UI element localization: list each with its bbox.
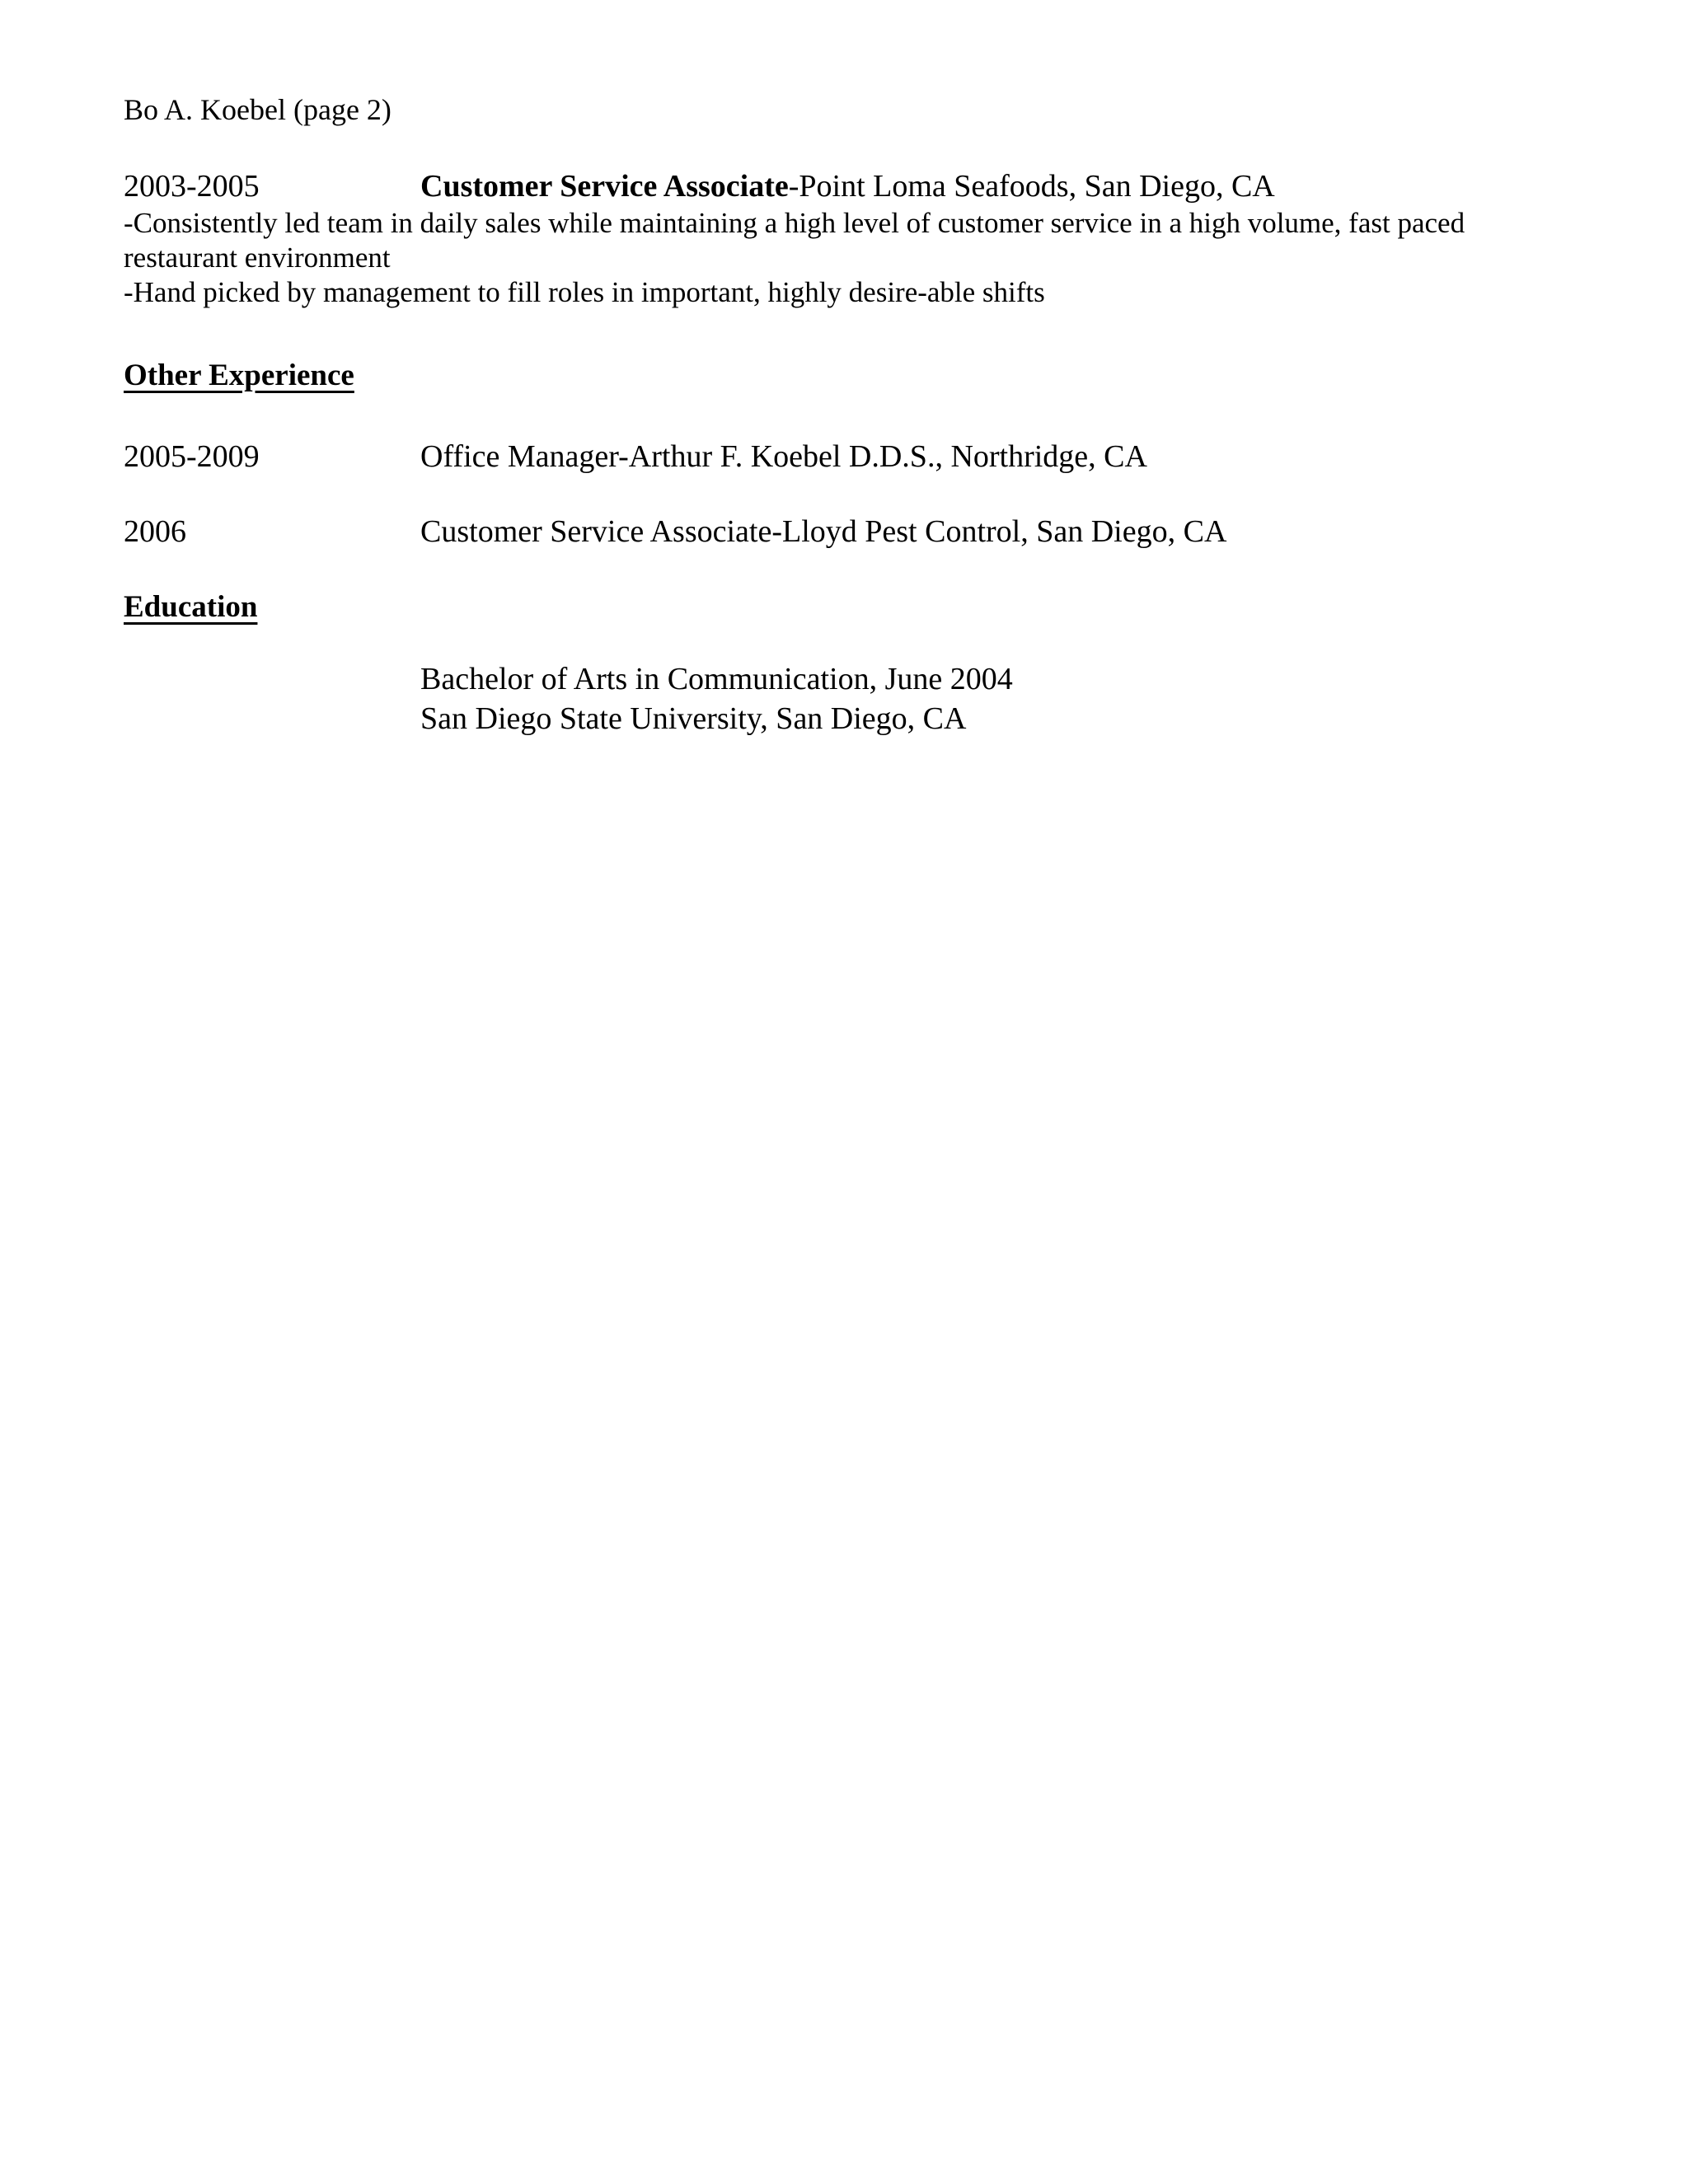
experience-employer: -Point Loma Seafoods, San Diego, CA xyxy=(788,169,1275,204)
page-header: Bo A. Koebel (page 2) xyxy=(124,93,392,126)
experience-dates: 2003-2005 xyxy=(124,169,260,204)
other-experience-dates: 2005-2009 xyxy=(124,439,260,474)
other-experience-description: Office Manager-Arthur F. Koebel D.D.S., Northridge, CA xyxy=(420,439,1147,474)
other-experience-dates: 2006 xyxy=(124,514,186,549)
education-school: San Diego State University, San Diego, CA xyxy=(420,701,967,736)
experience-entry xyxy=(420,168,1275,204)
other-experience-description: Customer Service Associate-Lloyd Pest Control, San Diego, CA xyxy=(420,514,1227,549)
experience-role: Customer Service Associate xyxy=(420,169,789,204)
section-heading-education: Education xyxy=(124,590,258,624)
experience-bullet: -Hand picked by management to fill roles in important, highly desire-able shifts xyxy=(124,276,1045,308)
experience-bullet: -Consistently led team in daily sales while maintaining a high level of customer service in a high volume, fast paced restaurant environment xyxy=(124,207,1465,274)
section-heading-other-experience: Other Experience xyxy=(124,359,354,392)
education-degree: Bachelor of Arts in Communication, June 2004 xyxy=(420,662,1013,696)
